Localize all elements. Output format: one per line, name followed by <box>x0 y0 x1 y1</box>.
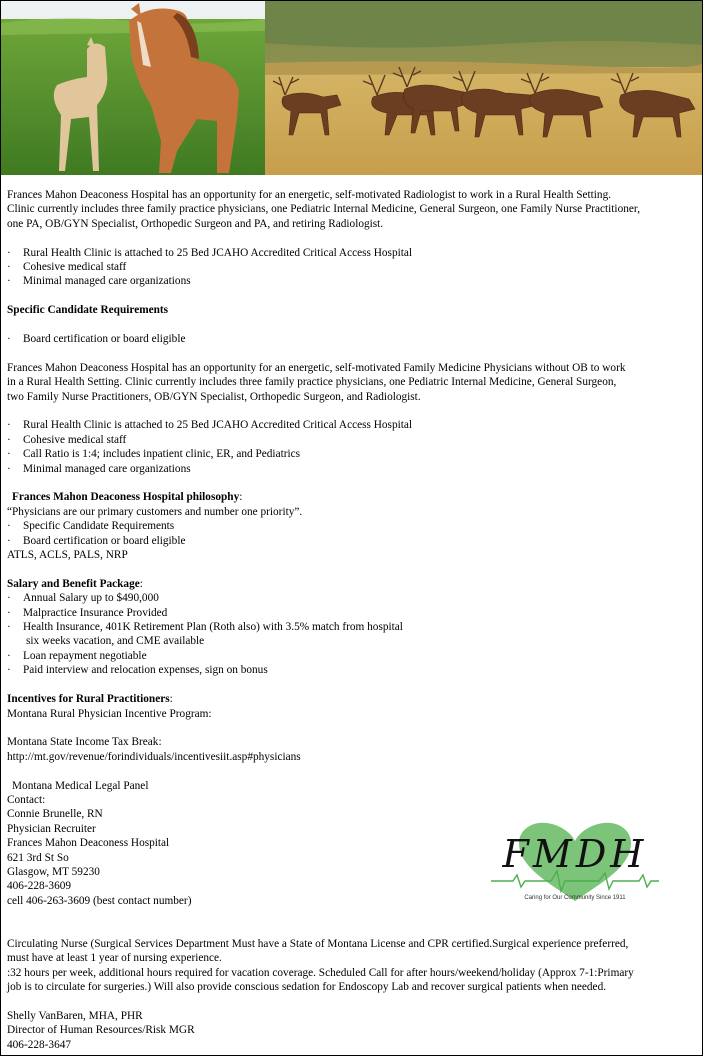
family-medicine-intro <box>7 361 697 404</box>
salary-heading: Salary and Benefit Package: <box>7 577 143 590</box>
salary-list-continued <box>7 649 697 678</box>
elk-herd-photo <box>265 1 702 175</box>
logo-tagline: Caring for Our Community Since 1911 <box>524 895 626 901</box>
list-item: · Minimal managed care organizations <box>7 274 697 288</box>
horses-photo <box>1 1 265 175</box>
contact-label: Contact: <box>7 793 46 806</box>
contact-line: Connie Brunelle, RN <box>7 808 103 821</box>
paragraph-line: Frances Mahon Deaconess Hospital has an opportunity for an energetic, self-motivated Family Medicine Physicians without OB to work <box>7 361 626 374</box>
legal-panel: Montana Medical Legal Panel <box>12 779 149 792</box>
list-item: · Malpractice Insurance Provided <box>7 606 697 620</box>
list-item: · Call Ratio is 1:4; includes inpatient clinic, ER, and Pediatrics <box>7 447 697 461</box>
job-posting-text <box>7 188 697 1052</box>
contact-line: cell 406-263-3609 (best contact number) <box>7 894 192 907</box>
circulating-nurse-posting <box>7 937 697 995</box>
salary-continuation: six weeks vacation, and CME available <box>26 635 205 648</box>
list-item: · Cohesive medical staff <box>7 433 697 447</box>
list-item: · Specific Candidate Requirements <box>7 519 697 533</box>
contact-line: 621 3rd St So <box>7 851 69 864</box>
tax-break-label: Montana State Income Tax Break: <box>7 736 162 749</box>
contact-line: Glasgow, MT 59230 <box>7 865 100 878</box>
salary-list <box>7 591 697 634</box>
list-item: · Annual Salary up to $490,000 <box>7 591 697 605</box>
list-item: · Board certification or board eligible <box>7 534 697 548</box>
family-medicine-benefits-list <box>7 418 697 476</box>
logo-letters: FMDH <box>502 832 648 876</box>
radiologist-benefits-list <box>7 246 697 289</box>
list-item: · Rural Health Clinic is attached to 25 Bed JCAHO Accredited Critical Access Hospital <box>7 246 697 260</box>
philosophy-quote: “Physicians are our primary customers and number one priority”. <box>7 505 303 518</box>
paragraph-line: job is to circulate for surgeries.) Will also provide conscious sedation for Endoscopy Lab and recover surgical patients when needed. <box>7 981 607 994</box>
incentives-heading: Incentives for Rural Practitioners: <box>7 693 173 706</box>
paragraph-line: must have at least 1 year of nursing experience. <box>7 952 222 965</box>
list-item: · Board certification or board eligible <box>7 332 697 346</box>
radiologist-intro <box>7 188 697 231</box>
contact-line: Director of Human Resources/Risk MGR <box>7 1024 195 1037</box>
paragraph-line: Frances Mahon Deaconess Hospital has an opportunity for an energetic, self-motivated Radiologist to work in a Rural Health Setting. <box>7 189 612 201</box>
paragraph-line: Circulating Nurse (Surgical Services Department Must have a State of Montana License and CPR certified.Surgical experience preferred, <box>7 937 629 950</box>
tax-break-link[interactable]: http://mt.gov/revenue/forindividuals/incentivesiit.asp#physicians <box>7 750 301 763</box>
certifications: ATLS, ACLS, PALS, NRP <box>7 549 128 562</box>
paragraph-line: :32 hours per week, additional hours required for vacation coverage. Scheduled Call for after hours/weekend/holiday (Approx 7-1:Primary <box>7 966 634 979</box>
contact-line: Frances Mahon Deaconess Hospital <box>7 837 170 850</box>
contact-line: Physician Recruiter <box>7 822 96 835</box>
paragraph-line: two Family Nurse Practitioners, OB/GYN Specialist, Orthopedic Surgeon, and Radiologist. <box>7 390 421 403</box>
hr-contact <box>7 1009 697 1052</box>
incentive-program: Montana Rural Physician Incentive Program: <box>7 707 212 720</box>
paragraph-line: Clinic currently includes three family practice physicians, one Pediatric Internal Medicine, General Surgeon, one Family Nurse Practitioner, <box>7 203 641 216</box>
paragraph-line: in a Rural Health Setting. Clinic currently includes three family practice physicians, one Pediatric Internal Medicine, General Surgeon, <box>7 376 617 389</box>
list-item: · Rural Health Clinic is attached to 25 Bed JCAHO Accredited Critical Access Hospital <box>7 418 697 432</box>
list-item: · Health Insurance, 401K Retirement Plan (Roth also) with 3.5% match from hospital <box>7 620 697 634</box>
contact-line: 406-228-3647 <box>7 1038 72 1051</box>
requirements-list <box>7 332 697 346</box>
philosophy-list <box>7 519 697 548</box>
paragraph-line: one PA, OB/GYN Specialist, Orthopedic Surgeon and PA, and retiring Radiologist. <box>7 217 384 230</box>
banner-photo <box>1 1 702 175</box>
list-item: · Cohesive medical staff <box>7 260 697 274</box>
contact-line: 406-228-3609 <box>7 880 72 893</box>
philosophy-heading: Frances Mahon Deaconess Hospital philosophy: <box>12 491 243 504</box>
contact-line: Shelly VanBaren, MHA, PHR <box>7 1009 143 1022</box>
list-item: · Loan repayment negotiable <box>7 649 697 663</box>
fmdh-logo <box>489 821 661 907</box>
list-item: · Minimal managed care organizations <box>7 462 697 476</box>
list-item: · Paid interview and relocation expenses, sign on bonus <box>7 663 697 677</box>
requirements-heading: Specific Candidate Requirements <box>7 304 169 317</box>
